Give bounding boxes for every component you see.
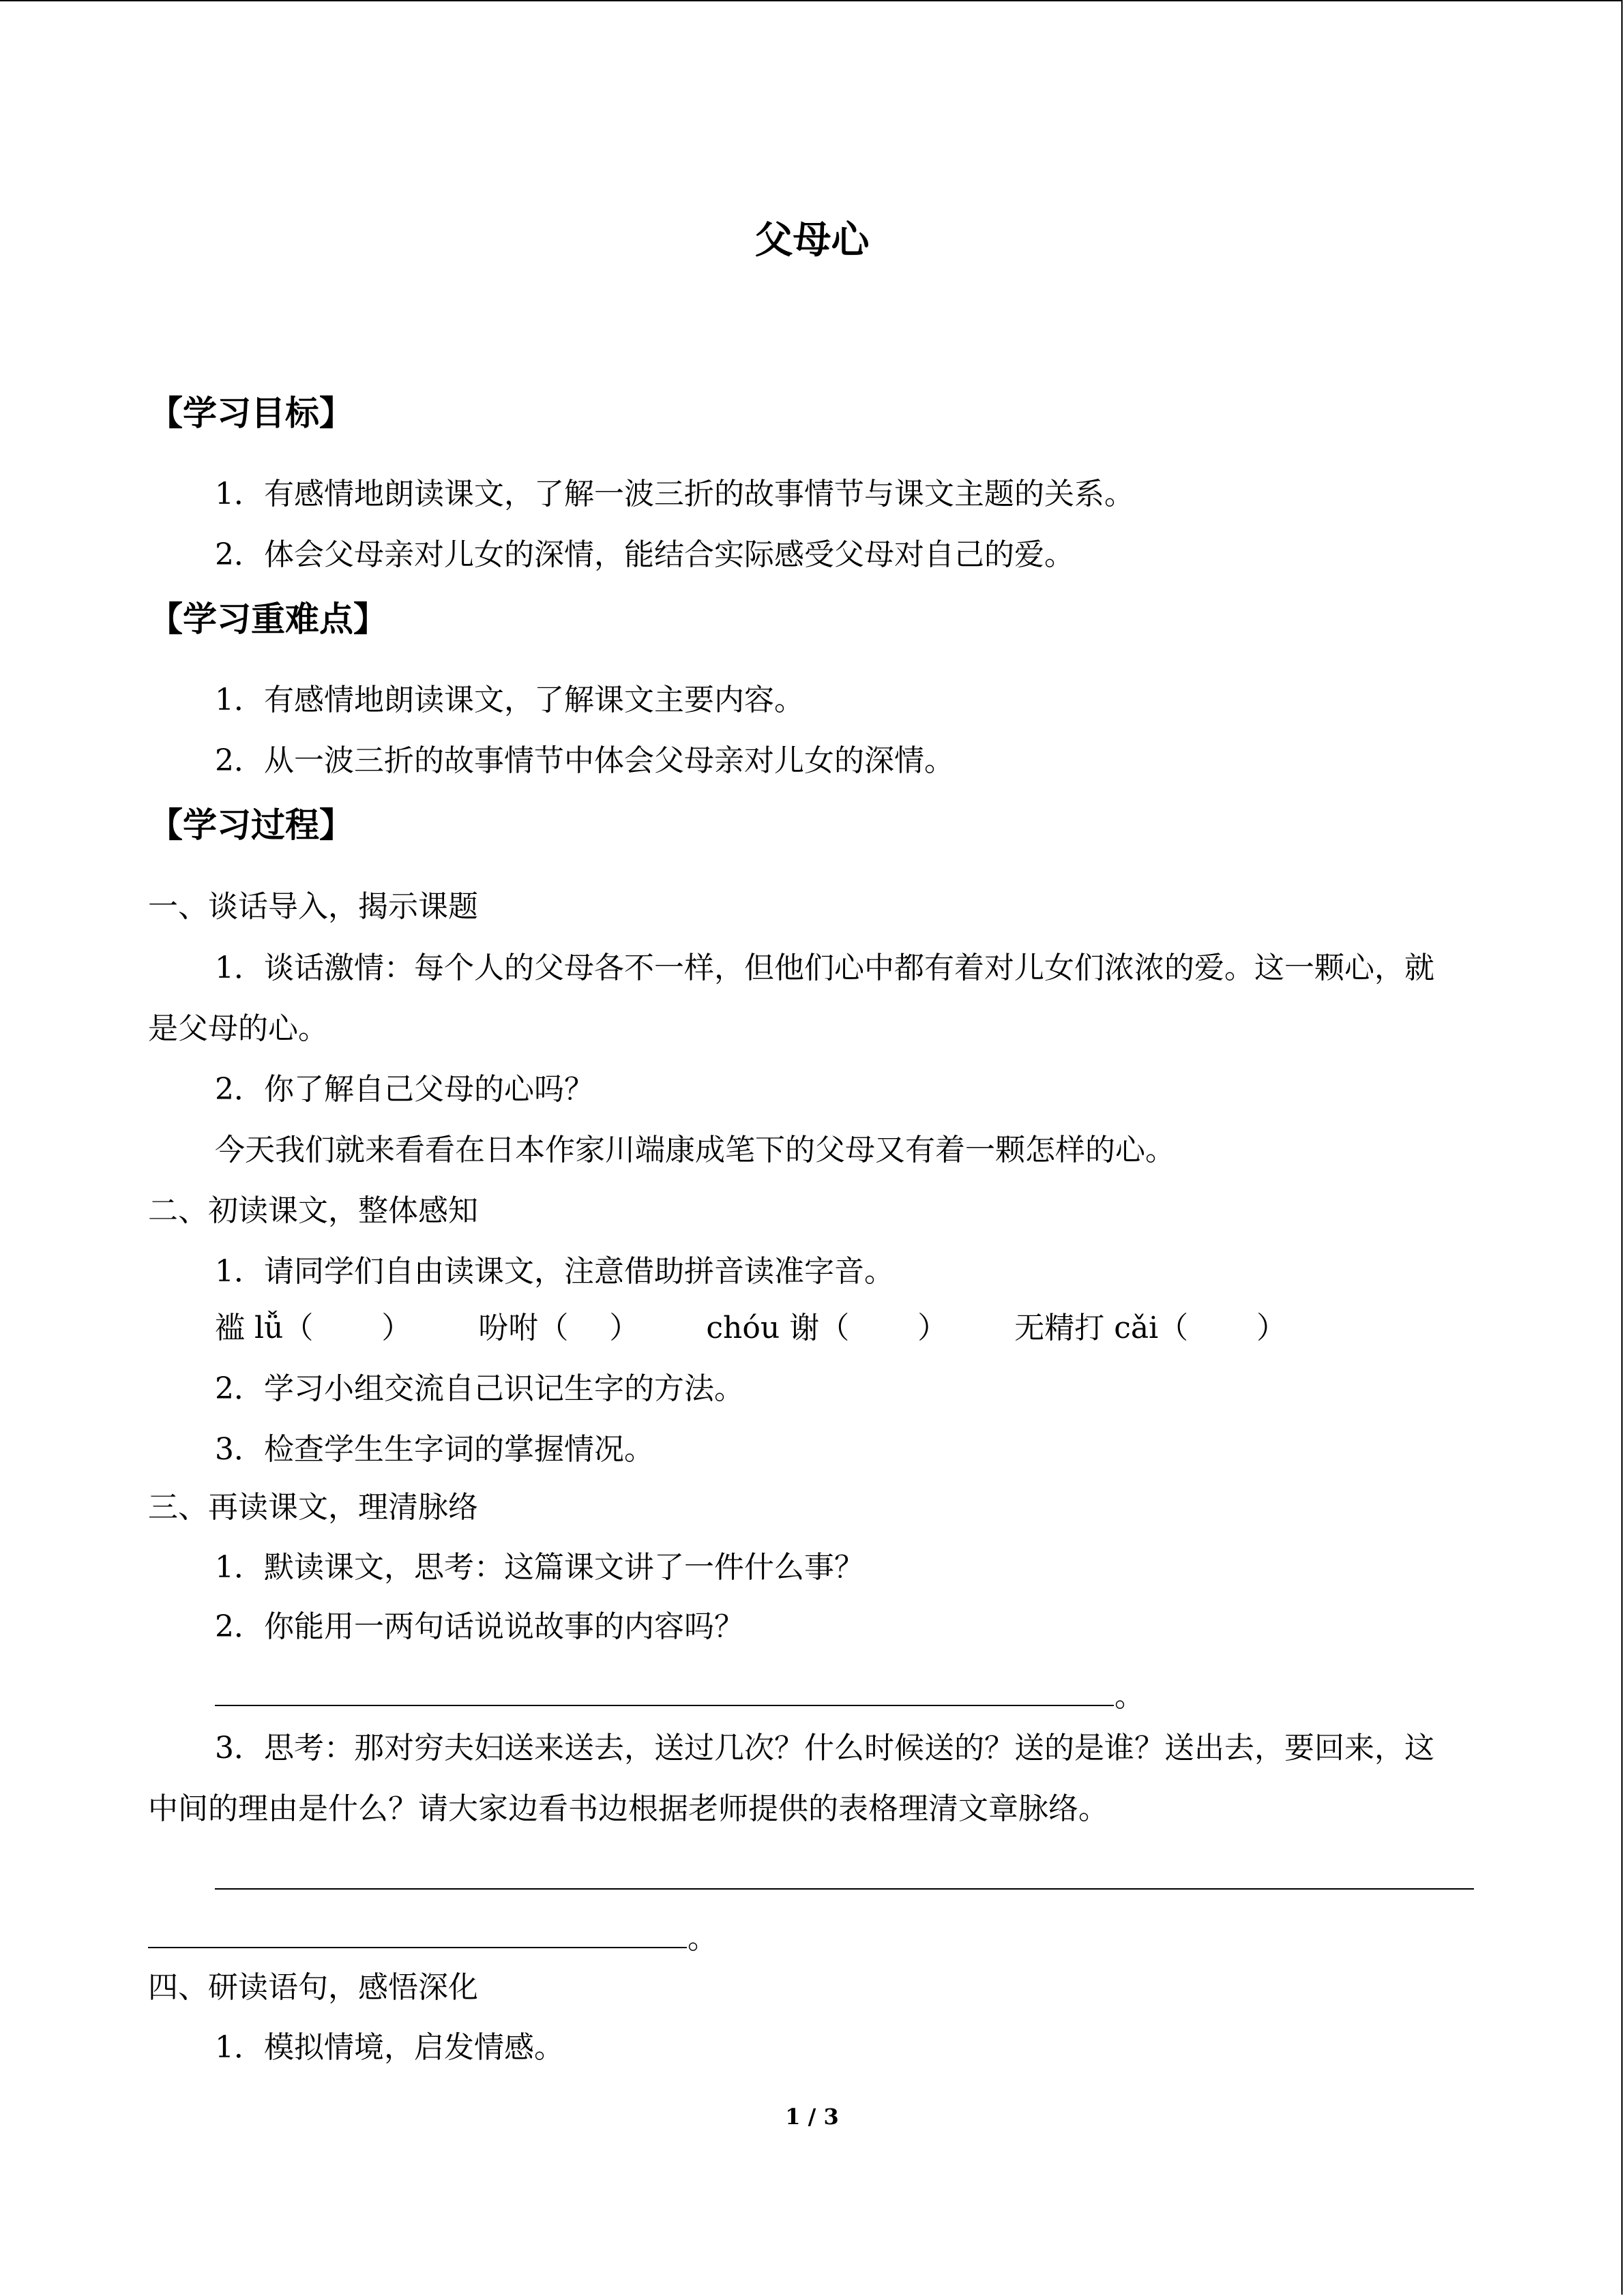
part3-item-1: 1．默读课文，思考：这篇课文讲了一件什么事？	[215, 1550, 864, 1585]
part2-item-1: 1．请同学们自由读课文，注意借助拼音读准字音。	[215, 1254, 894, 1289]
key-point-item-1: 1．有感情地朗读课文，了解课文主要内容。	[215, 683, 804, 717]
part1-item-1: 1．谈话激情：每个人的父母各不一样，但他们心中都有着对儿女们浓浓的爱。这一颗心，就是父母的心。	[148, 951, 1434, 1046]
section-heading-process: 【学习过程】	[149, 805, 353, 845]
answer-line-1[interactable]	[215, 1705, 1114, 1706]
answer-line-1-period: 。	[1114, 1679, 1145, 1714]
part1-item-3: 今天我们就来看看在日本作家川端康成笔下的父母又有着一颗怎样的心。	[215, 1133, 1175, 1167]
part2-item-3: 3．检查学生生字词的掌握情况。	[215, 1432, 654, 1467]
pinyin-item-1: 褴 lǚ（ ）	[215, 1311, 412, 1345]
part3-title: 三、再读课文，理清脉络	[148, 1490, 478, 1525]
answer-line-2[interactable]	[215, 1888, 1474, 1890]
answer-line-3[interactable]	[148, 1947, 687, 1948]
part4-item-1: 1．模拟情境，启发情感。	[215, 2030, 564, 2065]
pinyin-item-2: 吩咐（ ）	[478, 1311, 640, 1345]
part4-title: 四、研读语句，感悟深化	[148, 1970, 478, 2005]
goal-item-1: 1．有感情地朗读课文，了解一波三折的故事情节与课文主题的关系。	[215, 477, 1134, 511]
goal-item-2: 2．体会父母亲对儿女的深情，能结合实际感受父母对自己的爱。	[215, 537, 1074, 572]
part2-title: 二、初读课文，整体感知	[148, 1193, 478, 1228]
key-point-item-2: 2．从一波三折的故事情节中体会父母亲对儿女的深情。	[215, 743, 954, 778]
pinyin-item-3: chóu 谢（ ）	[706, 1311, 948, 1345]
page-title: 父母心	[754, 218, 870, 263]
section-heading-key-points: 【学习重难点】	[149, 599, 387, 639]
part3-item-3: 3．思考：那对穷夫妇送来送去，送过几次？什么时候送的？送的是谁？送出去，要回来，这中间的理由是什么？请大家边看书边根据老师提供的表格理清文章脉络。	[148, 1731, 1434, 1826]
pinyin-exercise-row	[215, 1309, 1344, 1347]
section-heading-goals: 【学习目标】	[149, 393, 353, 433]
page-number: 1 / 3	[785, 2104, 839, 2130]
pinyin-item-4: 无精打 cǎi（ ）	[1014, 1311, 1287, 1345]
part2-item-2: 2．学习小组交流自己识记生字的方法。	[215, 1371, 744, 1406]
part1-item-2: 2．你了解自己父母的心吗？	[215, 1072, 594, 1107]
part3-item-2: 2．你能用一两句话说说故事的内容吗？	[215, 1609, 744, 1644]
part1-title: 一、谈话导入，揭示课题	[148, 889, 478, 924]
answer-line-3-period: 。	[688, 1921, 718, 1956]
